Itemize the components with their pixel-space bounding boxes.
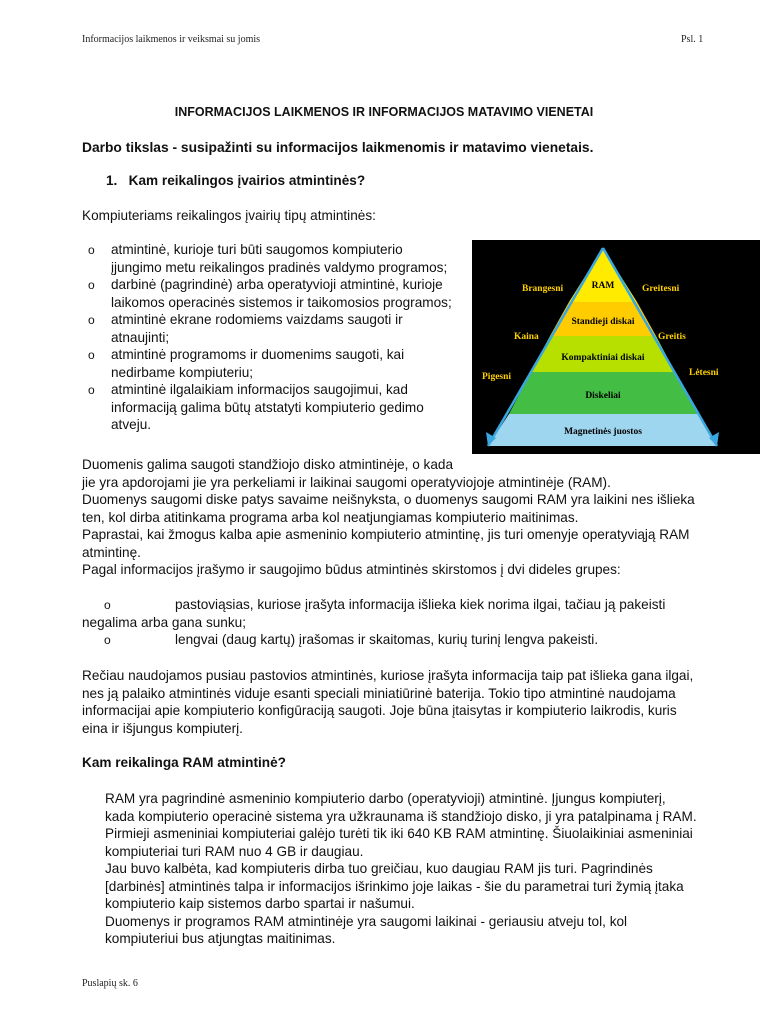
pyramid-side-label-left: Kaina <box>514 332 539 342</box>
intro-text: Kompiuteriams reikalingos įvairių tipų atmintinės: <box>82 208 376 223</box>
bullet-marker: o <box>104 633 111 647</box>
paragraph-line: Pirmieji asmeniniai kompiuteriai galėjo turėti tik iki 640 KB RAM atmintinę. Šiuolaikiniai asmeniniai <box>105 826 693 841</box>
paragraph-semi-permanent <box>82 667 752 737</box>
pyramid-label-level: Standieji diskai <box>571 317 635 327</box>
paragraph-line: Paprastai, kai žmogus kalba apie asmeninio kompiuterio atmintinę, jis turi omenyje operatyviąją RAM <box>82 527 690 542</box>
paragraph-line: kompiuterio kaip sistemos darbo spartai ir našumui. <box>105 896 415 911</box>
pyramid-side-label-right: Greitis <box>658 332 686 342</box>
list-item-line: atmintinė programoms ir duomenims saugoti, kai <box>111 347 405 362</box>
list-item-line: atmintinė ilgalaikiam informacijos saugojimui, kad <box>111 382 408 397</box>
list-item-line: nedirbame kompiuteriu; <box>111 364 254 380</box>
list-item-line: informaciją galima būtų atstatyti kompiuterio gedimo <box>111 399 424 415</box>
bullet-marker: o <box>104 598 111 612</box>
pyramid-label-ram: RAM <box>591 281 615 291</box>
paragraph-storage <box>82 456 742 579</box>
paragraph-line: kompiuteriui bus atjungtas maitinimas. <box>105 931 336 946</box>
paragraph-line: jie yra apdorojami jie yra perkeliami ir laikinai saugomi operatyviojoje atmintinėje (RAM). <box>82 474 611 490</box>
pyramid-side-label-right: Lėtesni <box>689 368 719 378</box>
paragraph-line: informacijai apie kompiuterio konfigūraciją saugoti. Joje būna įtaisytas ir kompiuterio laikrodis, kuris <box>82 703 677 718</box>
list-item-line: pastoviąsias, kuriose įrašyta informacija išlieka kiek norima ilgai, tačiau ją pakeisti <box>175 597 666 612</box>
paragraph-ram <box>105 790 755 948</box>
list-item-line: laikomos operacinės sistemos ir taikomosios programos; <box>111 294 452 310</box>
memory-types-list <box>82 241 462 434</box>
list-item <box>82 381 462 434</box>
paragraph-line: Jau buvo kalbėta, kad kompiuteris dirba tuo greičiau, kuo daugiau RAM jis turi. Pagrindinės <box>105 861 653 876</box>
paragraph-line: eina ir išjungus kompiuterį. <box>82 720 243 736</box>
paragraph-line: Pagal informacijos įrašymo ir saugojimo būdus atmintinės skirstomos į dvi dideles grupes: <box>82 562 621 577</box>
paragraph-line: kada kompiuterio operacinė sistema yra užkraunama iš standžiojo disko, ji yra patalpinama į RAM. <box>105 808 697 824</box>
paragraph-line: Duomenys ir programos RAM atmintinėje yra saugomi laikinai - geriausiu atveju tol, kol <box>105 913 628 929</box>
memory-hierarchy-pyramid <box>472 240 760 454</box>
pyramid-label-level: Kompaktiniai diskai <box>561 353 645 363</box>
memory-groups-list <box>82 596 742 649</box>
list-item-line: darbinė (pagrindinė) arba operatyvioji atmintinė, kurioje <box>111 277 443 292</box>
paragraph-line: kompiuteriai turi RAM nuo 4 GB ir daugiau. <box>105 843 364 859</box>
pyramid-side-label-left: Pigesni <box>482 372 512 382</box>
list-item <box>82 346 462 381</box>
bullet-marker: o <box>88 383 95 397</box>
pyramid-label-level: Diskeliai <box>585 391 621 401</box>
list-item-line: atveju. <box>111 417 152 432</box>
paragraph-line: atmintinę. <box>82 544 141 560</box>
section1-heading: 1. Kam reikalingos įvairios atmintinės? <box>106 173 366 188</box>
header-page-number: Psl. 1 <box>681 34 704 45</box>
paragraph-line: Duomenis galima saugoti standžiojo disko atmintinėje, o kada <box>82 457 454 472</box>
paragraph-line: Rečiau naudojamos pusiau pastovios atmintinės, kuriose įrašyta informacija taip pat išlieka gana ilgai, <box>82 668 694 683</box>
list-item-line: atmintinė ekrane rodomiems vaizdams saugoti ir <box>111 312 403 327</box>
paragraph-line: [darbinės] atmintinės talpa ir informacijos išrinkimo joje laikas - šie du parametrai turi žymią įtaka <box>105 878 684 894</box>
work-goal: Darbo tikslas - susipažinti su informacijos laikmenomis ir matavimo vienetais. <box>82 140 594 155</box>
paragraph-line: nes ją palaiko atmintinės viduje esanti speciali miniatiūrinė baterija. Tokio tipo atmintinė naudojama <box>82 685 676 701</box>
paragraph-line: ten, kol dirba atitinkama programa arba kol neatjungiamas kompiuterio maitinimas. <box>82 509 579 525</box>
list-item-line: negalima arba gana sunku; <box>82 614 246 630</box>
pyramid-side-label-left: Brangesni <box>522 284 564 294</box>
paragraph-line: Duomenys saugomi diske patys savaime neišnyksta, o duomenys saugomi RAM yra laikini nes išlieka <box>82 492 695 507</box>
bullet-marker: o <box>88 278 95 292</box>
list-item <box>82 276 462 311</box>
pyramid-label-level: Magnetinės juostos <box>564 427 642 437</box>
paragraph-line: RAM yra pagrindinė asmeninio kompiuterio darbo (operatyvioji) atmintinė. Įjungus kompiuterį, <box>105 791 666 806</box>
list-item-line: lengvai (daug kartų) įrašomas ir skaitomas, kurių turinį lengva pakeisti. <box>175 632 599 647</box>
bullet-marker: o <box>88 348 95 362</box>
list-item <box>82 631 742 649</box>
header-left: Informacijos laikmenos ir veiksmai su jomis <box>82 34 261 45</box>
bullet-marker: o <box>88 313 95 327</box>
list-item <box>82 311 462 346</box>
list-item-line: atnaujinti; <box>111 329 170 345</box>
list-item <box>82 241 462 276</box>
section2-heading: Kam reikalinga RAM atmintinė? <box>82 755 286 770</box>
list-item-line: atmintinė, kurioje turi būti saugomos kompiuterio <box>111 242 403 257</box>
pyramid-side-label-right: Greitesni <box>642 284 680 294</box>
bullet-marker: o <box>88 243 95 257</box>
list-item-line: įjungimo metu reikalingos pradinės valdymo programos; <box>111 259 448 275</box>
list-item <box>82 596 742 631</box>
document-title: INFORMACIJOS LAIKMENOS IR INFORMACIJOS MATAVIMO VIENETAI <box>174 105 594 119</box>
footer-page-count: Puslapių sk. 6 <box>82 978 138 989</box>
